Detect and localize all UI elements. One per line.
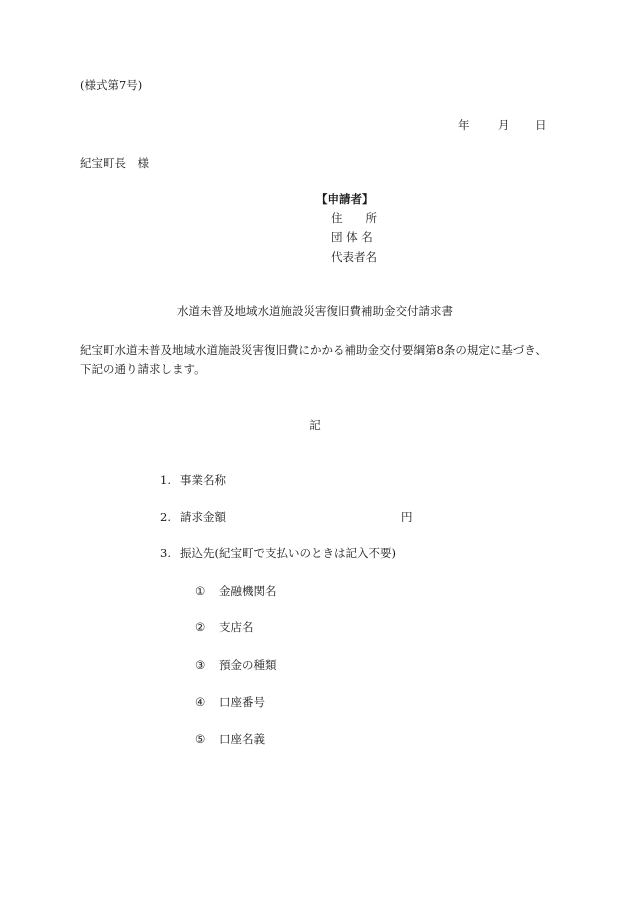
bank-field-account-holder xyxy=(195,734,265,746)
circled-number: ② xyxy=(195,620,206,634)
applicant-group-label: 団 体 名 xyxy=(331,230,373,244)
item-number: 2. xyxy=(160,510,171,524)
bank-field-account-type xyxy=(195,660,277,672)
item-project-name xyxy=(160,475,226,487)
item-label: 振込先(紀宝町で支払いのときは記入不要) xyxy=(180,546,396,560)
ki-heading: 記 xyxy=(309,418,321,432)
item-transfer-destination xyxy=(160,548,396,560)
applicant-representative-label: 代表者名 xyxy=(331,250,377,264)
bank-field-label: 口座番号 xyxy=(219,695,265,709)
form-number: (様式第7号) xyxy=(80,78,143,92)
circled-number: ⑤ xyxy=(195,732,206,746)
yen-unit: 円 xyxy=(401,510,413,524)
bank-field-label: 支店名 xyxy=(219,620,254,634)
body-text-line-1: 紀宝町水道未普及地域水道施設災害復旧費にかかる補助金交付要綱第8条の規定に基づき、 xyxy=(80,343,547,357)
applicant-address-label: 住 所 xyxy=(331,211,377,225)
applicant-heading: 【申請者】 xyxy=(316,192,374,206)
item-number: 3. xyxy=(160,546,171,560)
circled-number: ① xyxy=(195,584,206,598)
item-label: 請求金額 xyxy=(180,510,226,524)
bank-field-label: 金融機関名 xyxy=(219,584,277,598)
bank-field-branch xyxy=(195,622,254,634)
date-line xyxy=(458,120,547,132)
date-day-label: 日 xyxy=(535,118,547,132)
body-text-line-2: 下記の通り請求します。 xyxy=(80,362,206,376)
addressee: 紀宝町長 様 xyxy=(80,156,149,170)
bank-field-label: 口座名義 xyxy=(219,732,265,746)
item-number: 1. xyxy=(160,473,171,487)
bank-field-institution xyxy=(195,586,277,598)
item-claim-amount xyxy=(160,512,226,524)
item-label: 事業名称 xyxy=(180,473,226,487)
document-title: 水道未普及地域水道施設災害復旧費補助金交付請求書 xyxy=(177,304,453,318)
date-month-label: 月 xyxy=(498,118,510,132)
bank-field-label: 預金の種類 xyxy=(219,658,277,672)
circled-number: ④ xyxy=(195,695,206,709)
date-year-label: 年 xyxy=(458,118,470,132)
bank-field-account-number xyxy=(195,697,265,709)
circled-number: ③ xyxy=(195,658,206,672)
